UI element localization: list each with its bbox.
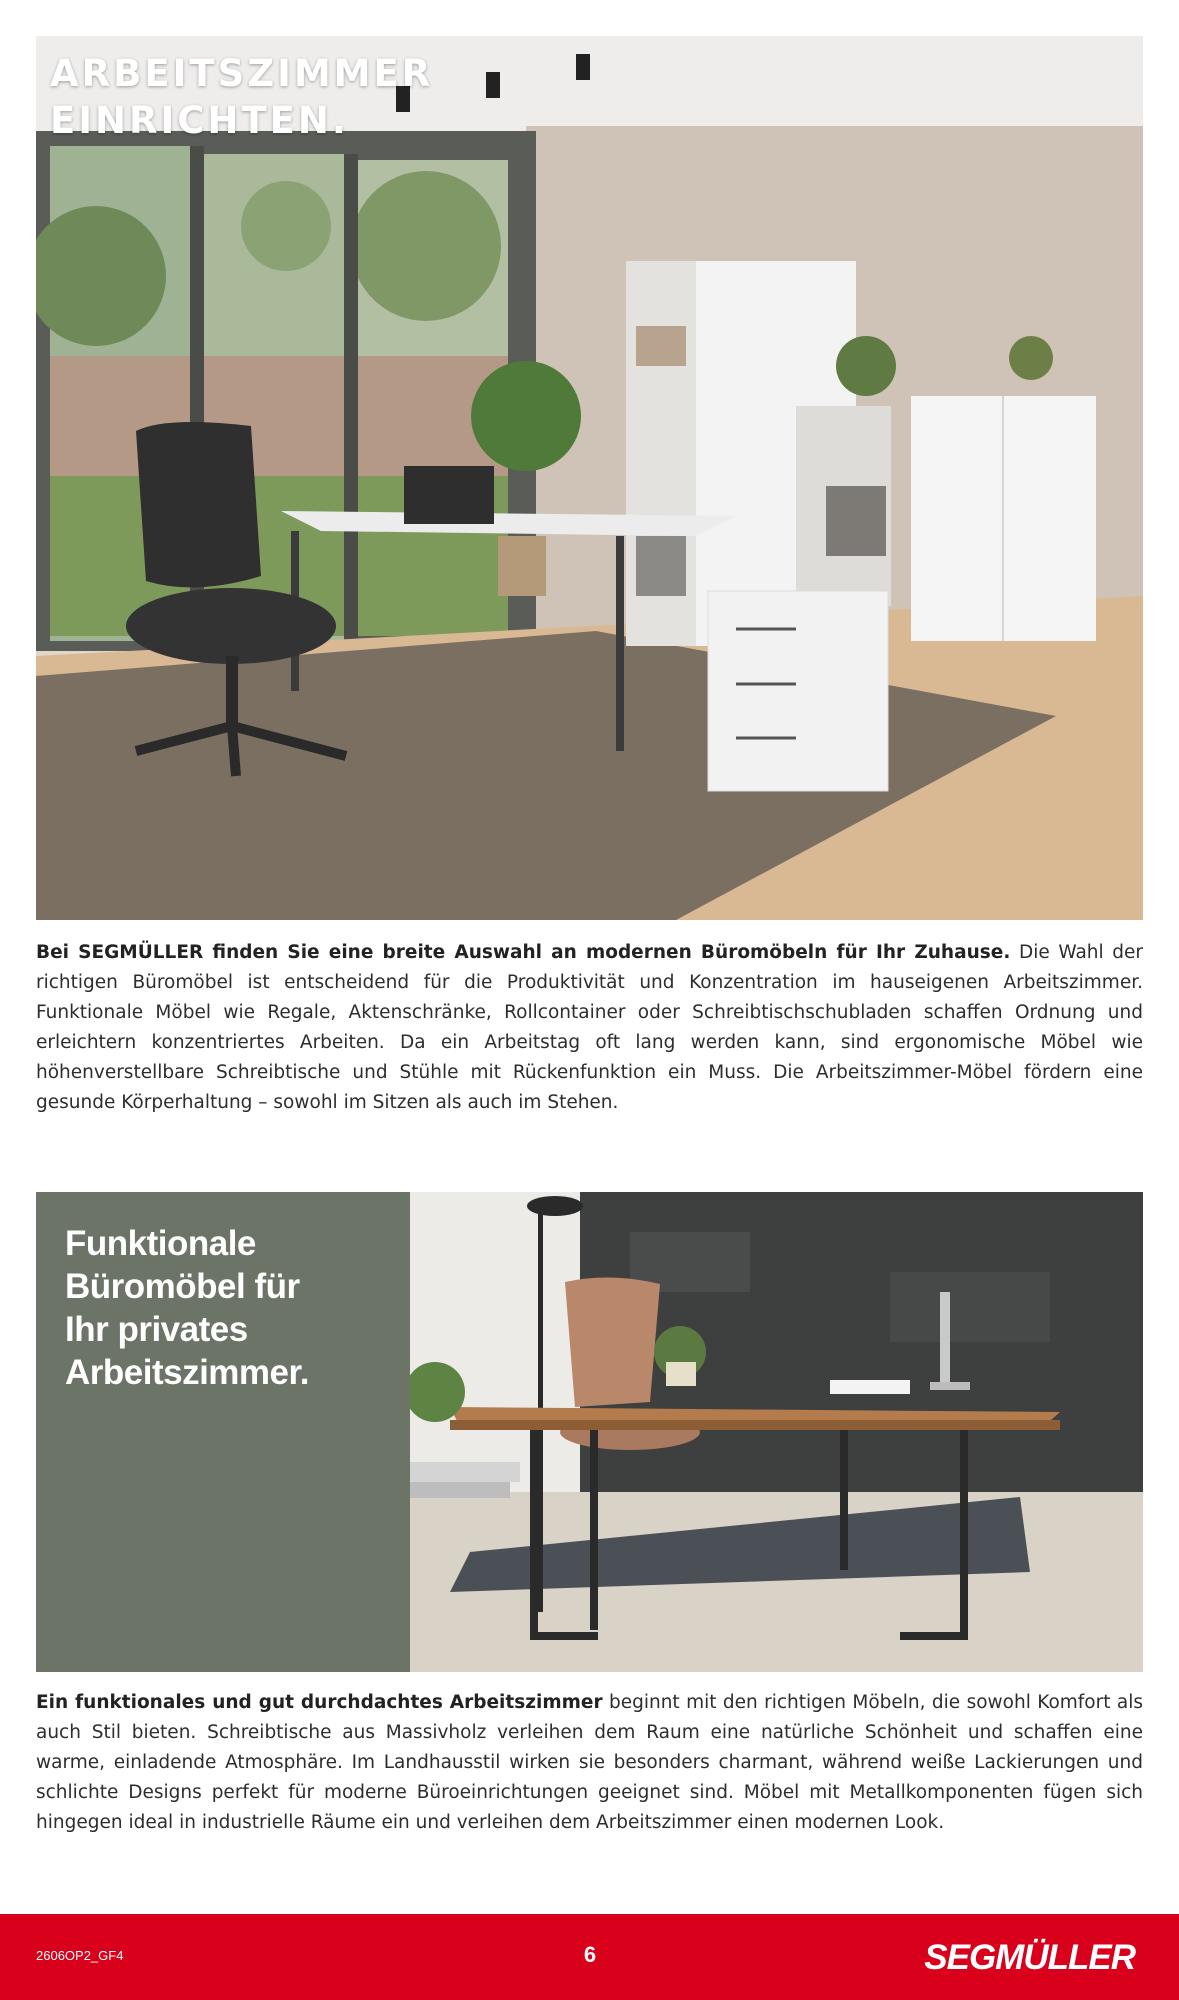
intro-body: Die Wahl der richtigen Büromöbel ist entscheidend für die Produktivität und Konzentration im hauseigenen Arbeitszimmer. Funktionale Möbel wie Regale, Aktenschränke, Rollcontainer oder Schreibtischschubladen schaffen Ordnung und erleichtern konzentriertes Arbeiten. Da ein Arbeitstag oft lang werden kann, sind ergonomische Möbel wie höhenverstellbare Schreibtische und Stühle mit Rückenfunktion ein Muss. Die Arbeitszimmer-Möbel fördern eine gesunde Körperhaltung – sowohl im Sitzen als auch im Stehen.	[36, 942, 1144, 1113]
hero-title-line: EINRICHTEN.	[50, 99, 349, 142]
desk-scene-illustration	[410, 1192, 1143, 1672]
segmueller-logo: SEGMÜLLER	[924, 1938, 1135, 1977]
page-number: 6	[583, 1942, 597, 1967]
panel-heading-line: Büromöbel für	[65, 1267, 300, 1306]
office-scene-illustration	[36, 36, 1143, 920]
panel-heading	[65, 1222, 395, 1394]
second-lead: Ein funktionales und gut durchdachtes Arbeitszimmer	[36, 1692, 603, 1713]
panel-heading-line: Funktionale	[65, 1224, 256, 1263]
second-paragraph	[36, 1688, 1143, 1838]
hero-title	[50, 50, 433, 144]
second-body: beginnt mit den richtigen Möbeln, die sowohl Komfort als auch Stil bieten. Schreibtische aus Massivholz verleihen dem Raum eine natürliche Schönheit und schaffen eine warme, einladende Atmosphäre. Im Landhausstil wirken sie besonders charmant, während weiße Lackierungen und schlichte Designs perfekt für moderne Büroeinrichtungen geeignet sind. Möbel mit Metallkomponenten fügen sich hingegen ideal in industrielle Räume ein und verleihen dem Arbeitszimmer einen modernen Look.	[36, 1692, 1143, 1833]
hero-title-line: ARBEITSZIMMER	[50, 52, 434, 95]
intro-paragraph	[36, 938, 1143, 1118]
panel-heading-line: Arbeitszimmer.	[65, 1353, 309, 1392]
feature-panel	[36, 1192, 410, 1672]
footer-bar	[0, 1914, 1179, 2000]
footer-code: 2606OP2_GF4	[36, 1948, 124, 1963]
panel-heading-line: Ihr privates	[65, 1310, 248, 1349]
intro-lead: Bei SEGMÜLLER finden Sie eine breite Auswahl an modernen Büromöbeln für Ihr Zuhause.	[36, 942, 1011, 963]
desk-photo	[410, 1192, 1143, 1672]
hero-photo	[36, 36, 1143, 920]
